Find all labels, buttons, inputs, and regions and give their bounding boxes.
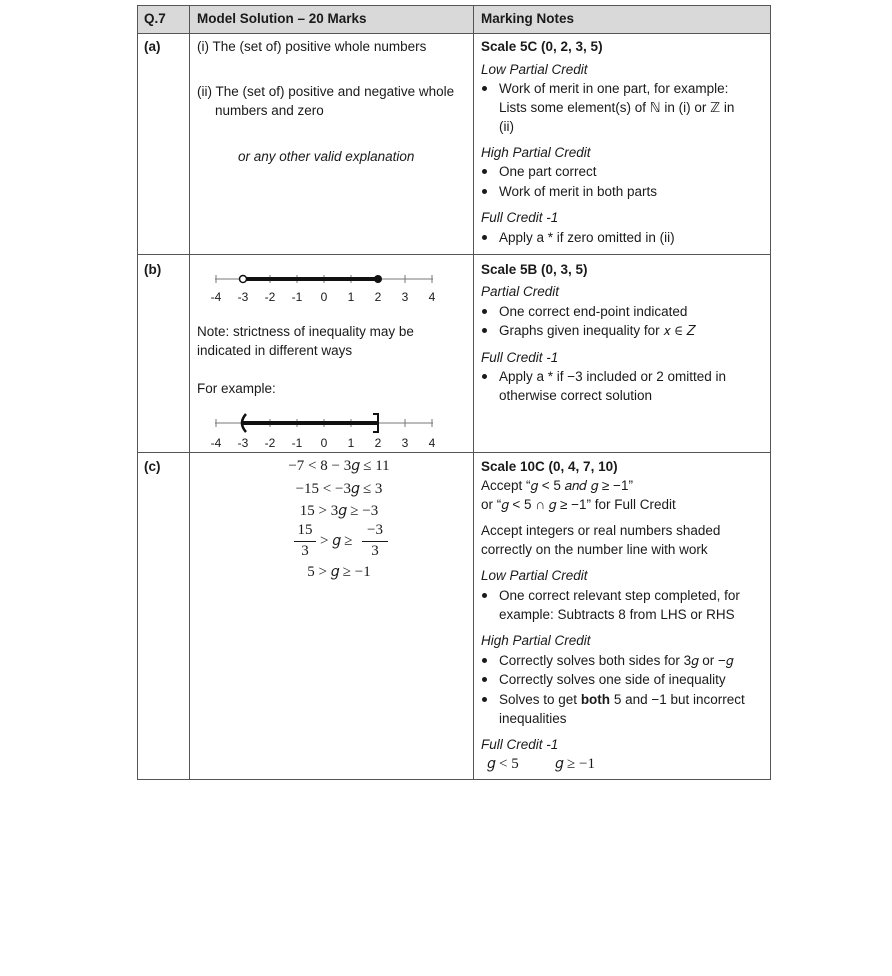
bullet	[482, 677, 487, 682]
fraction-left-denominator: 3	[301, 543, 309, 559]
bullet	[482, 658, 487, 663]
tick-label: -2	[264, 290, 276, 304]
tick-label: -4	[210, 290, 222, 304]
table-border-right	[770, 5, 771, 780]
tick-label: -4	[210, 436, 222, 450]
part-c-high-bullet-3-line1	[499, 690, 745, 709]
bullet	[482, 328, 487, 333]
part-b-note-line2: indicated in different ways	[197, 343, 353, 358]
part-c-high-bullet-3-line2: inequalities	[499, 711, 567, 726]
fraction-right-numerator: −3	[367, 522, 383, 538]
part-a-solution-i: (i) The (set of) positive whole numbers	[197, 39, 427, 54]
tick-label: 0	[320, 436, 328, 450]
fraction-right-denominator: 3	[371, 543, 379, 559]
tick-label: -3	[237, 436, 249, 450]
part-a-scale: Scale 5C (0, 2, 3, 5)	[481, 39, 603, 54]
solution-step-5: 5 > 𝑔 ≥ −1	[307, 564, 371, 580]
tick-label: 4	[428, 436, 436, 450]
part-a-low-bullet-line3: (ii)	[499, 119, 514, 134]
part-a-high-partial-heading: High Partial Credit	[481, 145, 591, 160]
bullet	[482, 169, 487, 174]
bullet	[482, 593, 487, 598]
tick-label: 1	[347, 290, 355, 304]
part-c-full-credit-heading: Full Credit -1	[481, 737, 559, 752]
fraction-left-numerator: 15	[297, 522, 313, 538]
tick-label: 1	[347, 436, 355, 450]
part-c-full-credit-left: 𝑔 < 5	[487, 756, 519, 772]
bullet	[482, 309, 487, 314]
part-a-label: (a)	[144, 39, 161, 54]
table-border-top	[137, 5, 771, 6]
header-divider	[137, 33, 771, 34]
tick-label: 2	[374, 436, 382, 450]
solution-step-3: 15 > 3𝑔 ≥ −3	[299, 503, 379, 519]
part-a-low-bullet-line2: Lists some element(s) of ℕ in (i) or ℤ in	[499, 100, 735, 115]
header-question: Q.7	[144, 11, 166, 26]
part-a-solution-ii-line1: (ii) The (set of) positive and negative whole	[197, 84, 455, 99]
header-marking-notes: Marking Notes	[481, 11, 575, 26]
number-line-tick-labels	[211, 436, 436, 450]
bullet	[482, 235, 487, 240]
marking-scheme-table	[137, 5, 771, 780]
bullet	[482, 189, 487, 194]
part-a-full-credit-heading: Full Credit -1	[481, 210, 559, 225]
part-c-high-bullet-2: Correctly solves one side of inequality	[499, 672, 726, 687]
high-bullet-3-emphasis: both	[580, 692, 611, 707]
part-c-accept-integers-line2: correctly on the number line with work	[481, 542, 708, 557]
number-line-1	[197, 267, 457, 307]
solution-step-2: −15 < −3𝑔 ≤ 3	[295, 481, 383, 497]
part-b-partial-heading: Partial Credit	[481, 284, 560, 299]
part-c-accept-line2: or “𝑔 < 5 ∩ 𝑔 ≥ −1” for Full Credit	[481, 497, 676, 512]
open-endpoint	[240, 276, 247, 283]
tick-label: 2	[374, 290, 382, 304]
part-b-note-line1: Note: strictness of inequality may be	[197, 324, 414, 339]
table-border-bottom	[137, 779, 771, 780]
number-line-2	[197, 411, 457, 453]
column-divider-1	[189, 5, 190, 780]
tick-label: 4	[428, 290, 436, 304]
part-c-high-partial-heading: High Partial Credit	[481, 633, 591, 648]
part-a-full-bullet: Apply a * if zero omitted in (ii)	[499, 230, 675, 245]
part-c-scale: Scale 10C (0, 4, 7, 10)	[481, 459, 618, 474]
part-a-high-bullet-1: One part correct	[499, 164, 597, 179]
part-b-partial-bullet-2: Graphs given inequality for 𝑥 ∈ 𝑍	[499, 323, 695, 338]
table-border-left	[137, 5, 138, 780]
number-line-tick-labels	[211, 290, 436, 304]
high-bullet-3-prefix: Solves to get	[499, 692, 581, 707]
column-divider-2	[473, 5, 474, 780]
part-b-partial-bullet-1: One correct end-point indicated	[499, 304, 688, 319]
part-b-scale: Scale 5B (0, 3, 5)	[481, 262, 588, 277]
tick-label: -1	[291, 290, 303, 304]
part-c-accept-line1: Accept “𝑔 < 5 𝑎𝑛𝑑 𝑔 ≥ −1”	[481, 478, 633, 493]
part-c-accept-integers-line1: Accept integers or real numbers shaded	[481, 523, 721, 538]
part-c-full-credit-right: 𝑔 ≥ −1	[555, 756, 595, 772]
part-a-solution-ii-line2: numbers and zero	[215, 103, 324, 118]
fraction-middle-relation: > 𝑔 ≥	[320, 533, 353, 549]
part-c-label: (c)	[144, 459, 161, 474]
part-c-low-partial-heading: Low Partial Credit	[481, 568, 588, 583]
solution-step-1: −7 < 8 − 3𝑔 ≤ 11	[288, 458, 390, 474]
part-b-label: (b)	[144, 262, 162, 277]
part-a-alternative-note: or any other valid explanation	[238, 149, 415, 164]
part-b-full-credit-heading: Full Credit -1	[481, 350, 559, 365]
part-c-low-bullet-line2: example: Subtracts 8 from LHS or RHS	[499, 607, 735, 622]
part-b-example-label: For example:	[197, 381, 276, 396]
closed-endpoint	[374, 275, 382, 283]
part-c-high-bullet-1: Correctly solves both sides for 3𝑔 or −𝑔	[499, 653, 734, 668]
tick-label: -2	[264, 436, 276, 450]
part-a-low-partial-heading: Low Partial Credit	[481, 62, 588, 77]
tick-label: 3	[401, 436, 409, 450]
part-c-low-bullet-line1: One correct relevant step completed, for	[499, 588, 740, 603]
bullet	[482, 697, 487, 702]
tick-label: 0	[320, 290, 328, 304]
bullet	[482, 374, 487, 379]
header-model-solution: Model Solution – 20 Marks	[197, 11, 367, 26]
tick-label: -3	[237, 290, 249, 304]
row-divider-a-b	[137, 254, 771, 255]
part-a-high-bullet-2: Work of merit in both parts	[499, 184, 658, 199]
high-bullet-3-suffix: 5 and −1 but incorrect	[610, 692, 745, 707]
part-a-low-bullet-line1: Work of merit in one part, for example:	[499, 81, 729, 96]
part-b-full-bullet-line1: Apply a * if −3 included or 2 omitted in	[499, 369, 727, 384]
part-b-full-bullet-line2: otherwise correct solution	[499, 388, 653, 403]
tick-label: 3	[401, 290, 409, 304]
bullet	[482, 86, 487, 91]
tick-label: -1	[291, 436, 303, 450]
